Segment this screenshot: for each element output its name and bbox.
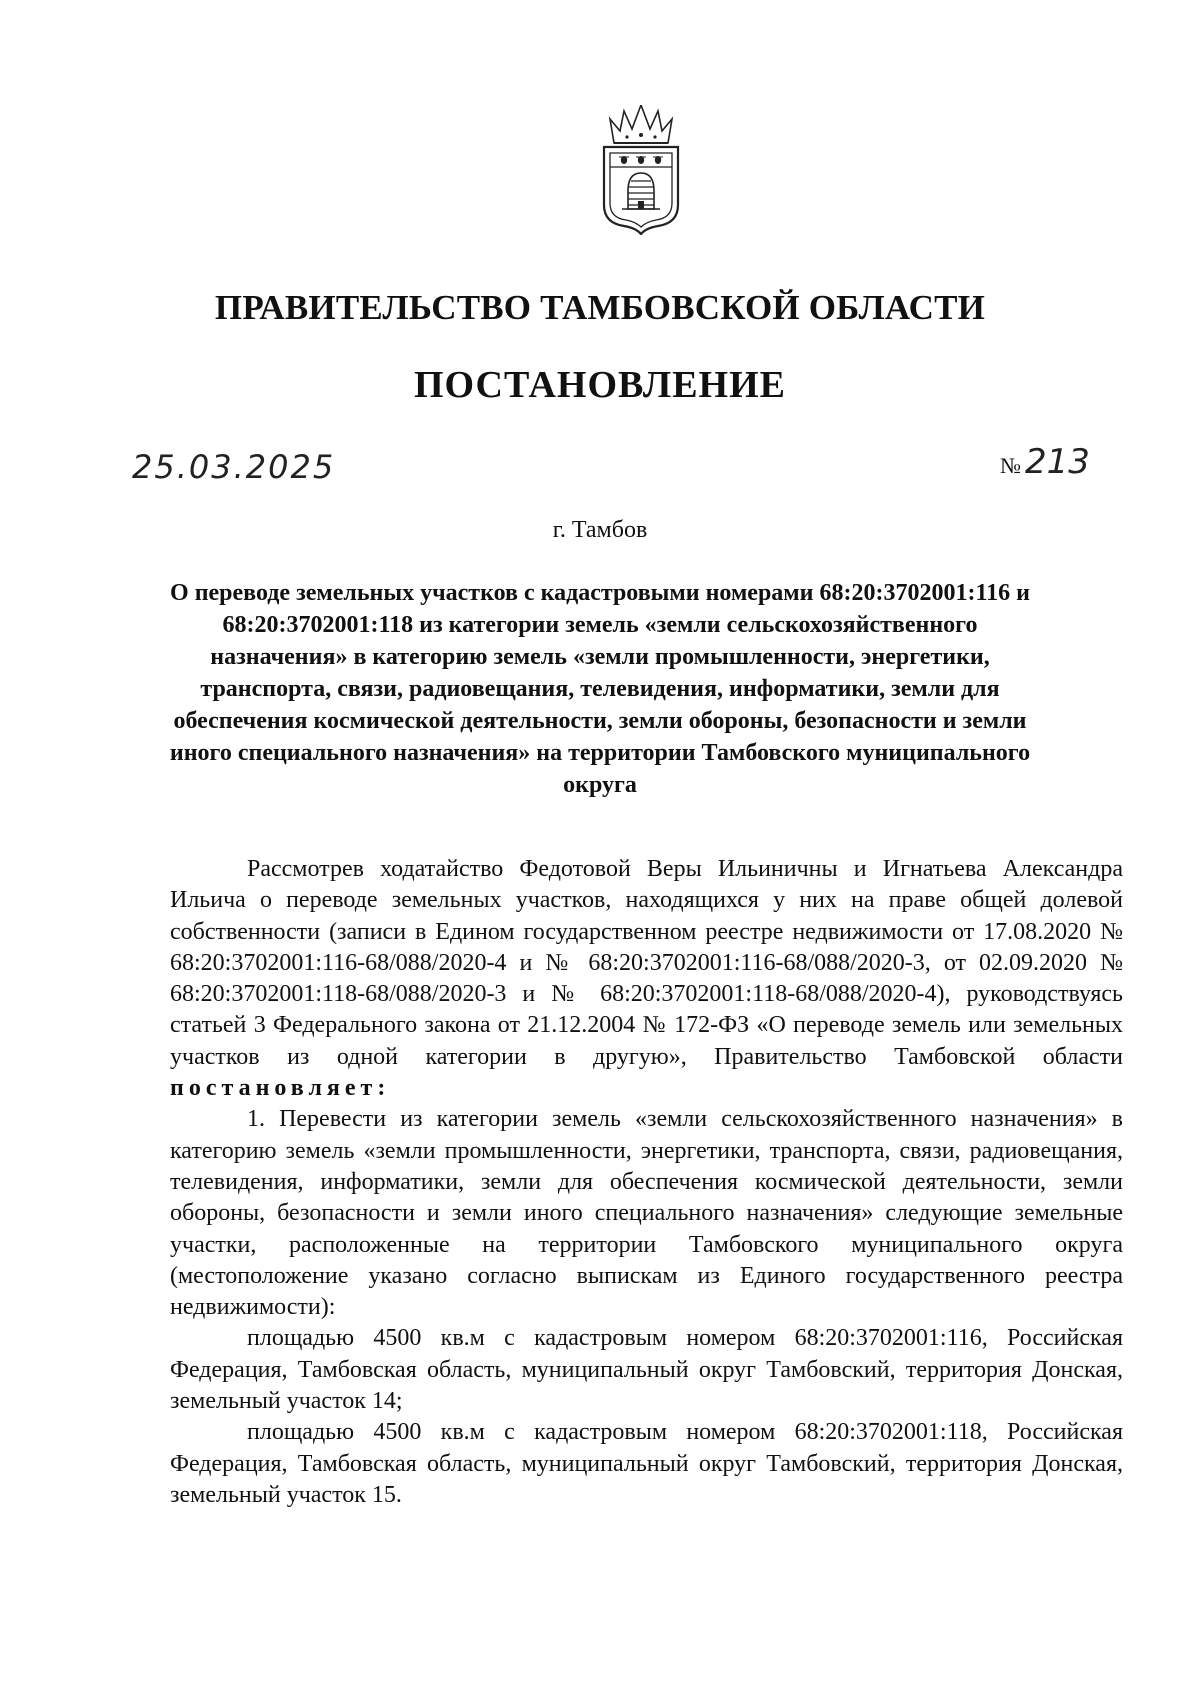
document-number [1000,442,1090,482]
number-prefix: № [1000,453,1021,478]
plot-1-paragraph: площадью 4500 кв.м с кадастровым номером 68:20:3702001:116, Российская Федерация, Тамбовская область, муниципальный округ Тамбовский, территория Донская, земельный участок 14; [170,1325,1123,1415]
preamble-text: Рассмотрев ходатайство Федотовой Веры Ильиничны и Игнатьева Александра Ильича о переводе земельных участков, находящихся у них на праве общей долевой собственности (записи в Едином государственном реестре недвижимости от 17.08.2020 № 68:20:3702001:116-68/088/2020-4 и № 68:20:3702001:116-68/088/2020-3, от 02.09.2020 № 68:20:3702001:118-68/088/2020-3 и № 68:20:3702001:118-68/088/2020-4), руководствуясь статьей 3 Федерального закона от 21.12.2004 № 172-ФЗ «О переводе земель или земельных участков из одной категории в другую», Правительство Тамбовской области [170,856,1123,1070]
decree-word: постановляет: [170,1075,391,1102]
coat-of-arms-icon [596,105,686,235]
plot-2-paragraph: площадью 4500 кв.м с кадастровым номером 68:20:3702001:118, Российская Федерация, Тамбовская область, муниципальный округ Тамбовский, территория Донская, земельный участок 15. [170,1419,1123,1508]
item-1-paragraph: 1. Перевести из категории земель «земли сельскохозяйственного назначения» в категорию земель «земли промышленности, энергетики, транспорта, связи, радиовещания, телевидения, информатики, земли для обеспечения космической деятельности, земли обороны, безопасности и земли иного специального назначения» следующие земельные участки, расположенные на территории Тамбовского муниципального округа (местоположение указано согласно выпискам из Единого государственного реестра недвижимости): [170,1106,1123,1321]
preamble-paragraph [170,854,1123,1104]
organization-name: ПРАВИТЕЛЬСТВО ТАМБОВСКОЙ ОБЛАСТИ [214,288,986,327]
document-body [170,854,1123,1511]
document-title: О переводе земельных участков с кадастровыми номерами 68:20:3702001:116 и 68:20:3702001:118 из категории земель «земли сельскохозяйственного назначения» в категорию земель «земли промышленности, энергетики, транспорта, связи, радиовещания, телевидения, информатики, земли для обеспечения космической деятельности, земли обороны, безопасности и земли иного специального назначения» на территории Тамбовского муниципального округа [169,580,1031,798]
city: г. Тамбов [552,517,648,543]
document-type: ПОСТАНОВЛЕНИЕ [413,364,787,406]
number-value: 213 [1025,442,1090,482]
document-date: 25.03.2025 [132,448,336,486]
